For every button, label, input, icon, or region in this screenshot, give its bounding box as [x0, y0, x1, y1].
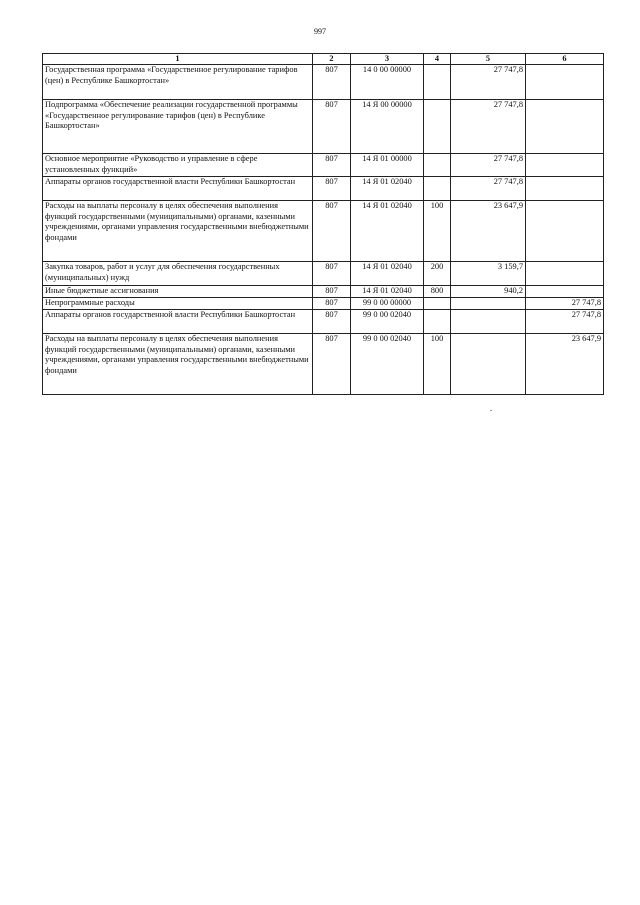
- row-expense-type: [424, 65, 451, 100]
- row-code: 807: [313, 65, 351, 100]
- row-expense-type: [424, 154, 451, 177]
- row-name: Аппараты органов государственной власти Республики Башкортостан: [43, 310, 313, 334]
- table-row: [43, 334, 604, 395]
- row-amount-col5: 27 747,8: [451, 154, 526, 177]
- row-name: Расходы на выплаты персоналу в целях обеспечения выполнения функций государственными (муниципальными) органами, казенными учреждениями, органами управления государственными внебюджетными фондами: [43, 201, 313, 262]
- column-header-3: 3: [351, 54, 424, 65]
- row-name: Иные бюджетные ассигнования: [43, 286, 313, 298]
- row-amount-col6: [526, 262, 604, 286]
- row-target-code: 14 Я 01 02040: [351, 286, 424, 298]
- row-name: Основное мероприятие «Руководство и управление в сфере установленных функций»: [43, 154, 313, 177]
- column-header-1: 1: [43, 54, 313, 65]
- row-expense-type: 100: [424, 334, 451, 395]
- row-target-code: 14 Я 00 00000: [351, 100, 424, 154]
- row-name: Подпрограмма «Обеспечение реализации государственной программы «Государственное регулирование тарифов (цен) в Республике Башкортостан»: [43, 100, 313, 154]
- row-amount-col6: [526, 177, 604, 201]
- row-target-code: 14 Я 01 02040: [351, 201, 424, 262]
- row-amount-col6: 27 747,8: [526, 310, 604, 334]
- row-amount-col6: [526, 100, 604, 154]
- row-expense-type: 100: [424, 201, 451, 262]
- row-target-code: 14 Я 01 02040: [351, 262, 424, 286]
- row-code: 807: [313, 262, 351, 286]
- page-number: 997: [314, 27, 326, 36]
- row-target-code: 14 Я 01 02040: [351, 177, 424, 201]
- row-code: 807: [313, 334, 351, 395]
- row-amount-col5: [451, 298, 526, 310]
- row-expense-type: [424, 298, 451, 310]
- row-amount-col5: 27 747,8: [451, 177, 526, 201]
- row-name: Закупка товаров, работ и услуг для обеспечения государственных (муниципальных) нужд: [43, 262, 313, 286]
- table-row: [43, 310, 604, 334]
- row-amount-col5: [451, 334, 526, 395]
- row-expense-type: [424, 310, 451, 334]
- row-target-code: 14 0 00 00000: [351, 65, 424, 100]
- row-code: 807: [313, 310, 351, 334]
- table-row: [43, 154, 604, 177]
- row-code: 807: [313, 100, 351, 154]
- table-row: [43, 286, 604, 298]
- row-expense-type: 200: [424, 262, 451, 286]
- row-amount-col6: 23 647,9: [526, 334, 604, 395]
- column-header-5: 5: [451, 54, 526, 65]
- table-row: [43, 262, 604, 286]
- table-row: [43, 201, 604, 262]
- header-row: [43, 54, 604, 65]
- table-row: [43, 298, 604, 310]
- row-amount-col5: 23 647,9: [451, 201, 526, 262]
- table-row: [43, 177, 604, 201]
- row-amount-col5: 27 747,8: [451, 100, 526, 154]
- row-amount-col5: 940,2: [451, 286, 526, 298]
- row-target-code: 99 0 00 00000: [351, 298, 424, 310]
- row-expense-type: [424, 177, 451, 201]
- row-amount-col6: 27 747,8: [526, 298, 604, 310]
- column-header-4: 4: [424, 54, 451, 65]
- row-code: 807: [313, 201, 351, 262]
- row-amount-col6: [526, 154, 604, 177]
- row-code: 807: [313, 298, 351, 310]
- row-amount-col6: [526, 65, 604, 100]
- row-amount-col5: [451, 310, 526, 334]
- row-target-code: 99 0 00 02040: [351, 310, 424, 334]
- row-name: Аппараты органов государственной власти Республики Башкортостан: [43, 177, 313, 201]
- row-amount-col5: 3 159,7: [451, 262, 526, 286]
- row-code: 807: [313, 177, 351, 201]
- row-expense-type: 800: [424, 286, 451, 298]
- budget-table: [42, 53, 604, 395]
- row-name: Расходы на выплаты персоналу в целях обеспечения выполнения функций государственными (муниципальными) органами, казенными учреждениями, органами управления государственными внебюджетными фондами: [43, 334, 313, 395]
- row-name: Непрограммные расходы: [43, 298, 313, 310]
- row-expense-type: [424, 100, 451, 154]
- column-header-6: 6: [526, 54, 604, 65]
- row-target-code: 14 Я 01 00000: [351, 154, 424, 177]
- row-amount-col6: [526, 201, 604, 262]
- row-name: Государственная программа «Государственное регулирование тарифов (цен) в Республике Башкортостан»: [43, 65, 313, 100]
- row-code: 807: [313, 154, 351, 177]
- table-row: [43, 65, 604, 100]
- row-amount-col5: 27 747,8: [451, 65, 526, 100]
- column-header-2: 2: [313, 54, 351, 65]
- row-code: 807: [313, 286, 351, 298]
- table-row: [43, 100, 604, 154]
- row-target-code: 99 0 00 02040: [351, 334, 424, 395]
- scan-speck: [490, 410, 492, 411]
- row-amount-col6: [526, 286, 604, 298]
